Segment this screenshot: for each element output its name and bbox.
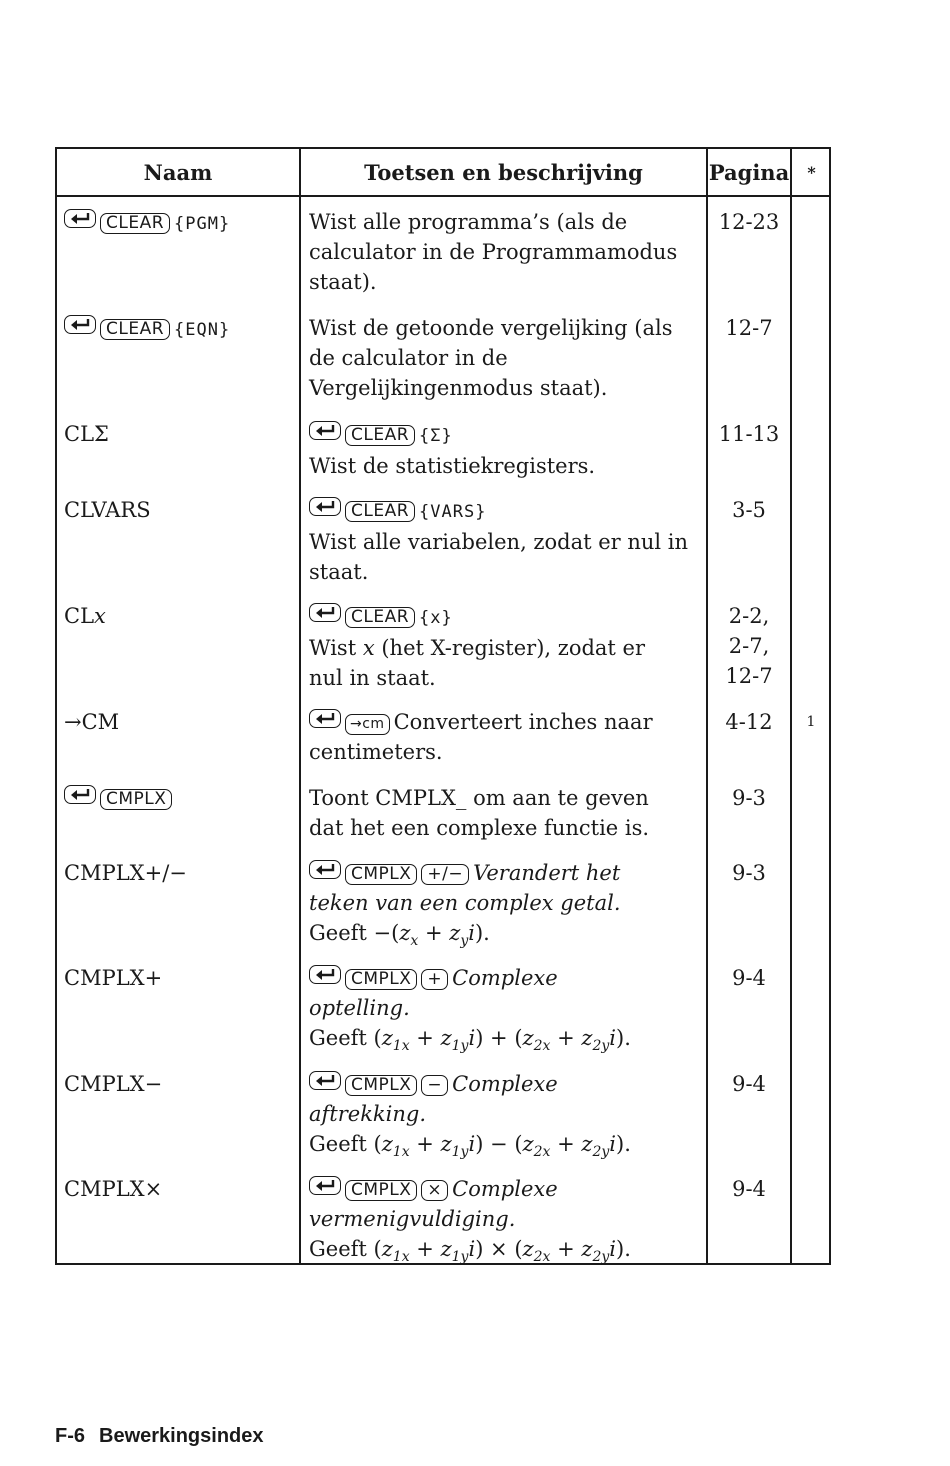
operation-name [64, 313, 296, 345]
header-page: Pagina [708, 159, 790, 185]
cmplx-key: CMPLX [345, 864, 417, 885]
page-footer [55, 1425, 278, 1448]
description: CLEAR {x} Wist x (het X-register), zodat er nul in staat. [309, 601, 704, 693]
left-shift-key [309, 1176, 341, 1195]
left-shift-key [309, 860, 341, 879]
left-shift-key [64, 315, 96, 334]
page-ref: 9-4 [732, 966, 766, 990]
menu-label: {VARS} [419, 502, 487, 522]
operation-name: CMPLX× [64, 1177, 163, 1201]
left-shift-key [64, 785, 96, 804]
clear-key: CLEAR [345, 425, 415, 446]
clear-key: CLEAR [100, 319, 170, 340]
operation-name: CMPLX− [64, 1072, 163, 1096]
operation-name: CLVARS [64, 498, 151, 522]
page-ref: 12-23 [718, 210, 780, 234]
page-ref: 11-13 [718, 422, 780, 446]
header-name: Naam [143, 159, 213, 185]
header-divider [57, 195, 829, 197]
cmplx-key: CMPLX [345, 1180, 417, 1201]
minus-key: − [421, 1075, 448, 1096]
description: Toont CMPLX_ om aan te geven dat het een complexe functie is. [309, 786, 650, 840]
page-ref: 9-4 [732, 1072, 766, 1096]
menu-label: {x} [419, 608, 453, 628]
cmplx-key: CMPLX [100, 789, 172, 810]
page-number: F-6 [55, 1425, 85, 1447]
page-ref: 12-7 [725, 316, 773, 340]
description: CLEAR {VARS} Wist alle variabelen, zodat er nul in staat. [309, 495, 704, 587]
description: CLEAR {Σ} Wist de statistiekregisters. [309, 419, 704, 481]
left-shift-key [309, 709, 341, 728]
operations-table [55, 147, 831, 1265]
left-shift-key [309, 1071, 341, 1090]
page-ref: 9-3 [732, 786, 766, 810]
multiply-key: × [421, 1180, 448, 1201]
description: →cm Converteert inches naar centimeters. [309, 710, 653, 764]
left-shift-key [309, 421, 341, 440]
operation-name: →CM [64, 710, 120, 734]
left-shift-key [309, 965, 341, 984]
description: Wist de getoonde vergelijking (als de calculator in de Vergelijkingenmodus staat). [309, 316, 673, 400]
plus-key: + [421, 969, 448, 990]
formula: Geeft $-(z_x + z_yi)$. [309, 921, 490, 950]
change-sign-key: +/− [421, 864, 469, 885]
left-shift-key [309, 497, 341, 516]
page-ref: 4-12 [725, 710, 773, 734]
clear-key: CLEAR [345, 607, 415, 628]
cmplx-key: CMPLX [345, 1075, 417, 1096]
operation-name: CLΣ [64, 422, 109, 446]
menu-label: {PGM} [174, 214, 231, 234]
operation-name: CLx [64, 604, 106, 628]
operation-name: CMPLX+ [64, 966, 163, 990]
operation-name [64, 783, 296, 813]
clear-key: CLEAR [345, 501, 415, 522]
description: CMPLX × Complexe vermenigvuldiging. Geeft $(z_{1x} + z_{1y}i) \times (z_{2x} + z_{2y}i)$. [309, 1174, 704, 1272]
description: CMPLX +/− Verandert het teken van een complex getal. Geeft $-(z_x + z_yi)$. [309, 858, 704, 956]
header-note: * [807, 162, 816, 182]
page-ref: 9-4 [732, 1177, 766, 1201]
menu-label: {Σ} [419, 426, 453, 446]
formula: Geeft $(z_{1x} + z_{1y}i) - (z_{2x} + z_{2y}i)$. [309, 1132, 631, 1161]
left-shift-key [309, 603, 341, 622]
description: CMPLX + Complexe optelling. Geeft $(z_{1x} + z_{1y}i) + (z_{2x} + z_{2y}i)$. [309, 963, 704, 1061]
header-keys: Toetsen en beschrijving [364, 159, 643, 185]
description: CMPLX − Complexe aftrekking. Geeft $(z_{1x} + z_{1y}i) - (z_{2x} + z_{2y}i)$. [309, 1069, 704, 1167]
page-ref: 3-5 [732, 498, 766, 522]
page-ref: 9-3 [732, 861, 766, 885]
to-cm-key: →cm [345, 714, 390, 735]
left-shift-key [64, 209, 96, 228]
description: Wist alle programma’s (als de calculator in de Programmamodus staat). [309, 210, 678, 294]
menu-label: {EQN} [174, 320, 231, 340]
section-title: Bewerkingsindex [99, 1425, 264, 1447]
note-marker: 1 [806, 714, 816, 730]
clear-key: CLEAR [100, 213, 170, 234]
cmplx-key: CMPLX [345, 969, 417, 990]
formula: Geeft $(z_{1x} + z_{1y}i) + (z_{2x} + z_{2y}i)$. [309, 1026, 631, 1055]
operation-name [64, 207, 296, 239]
page-ref: 2-2, 2-7, 12-7 [725, 604, 773, 688]
column-divider [299, 149, 301, 1263]
operation-name: CMPLX+/− [64, 861, 187, 885]
formula: Geeft $(z_{1x} + z_{1y}i) \times (z_{2x} + z_{2y}i)$. [309, 1237, 631, 1266]
